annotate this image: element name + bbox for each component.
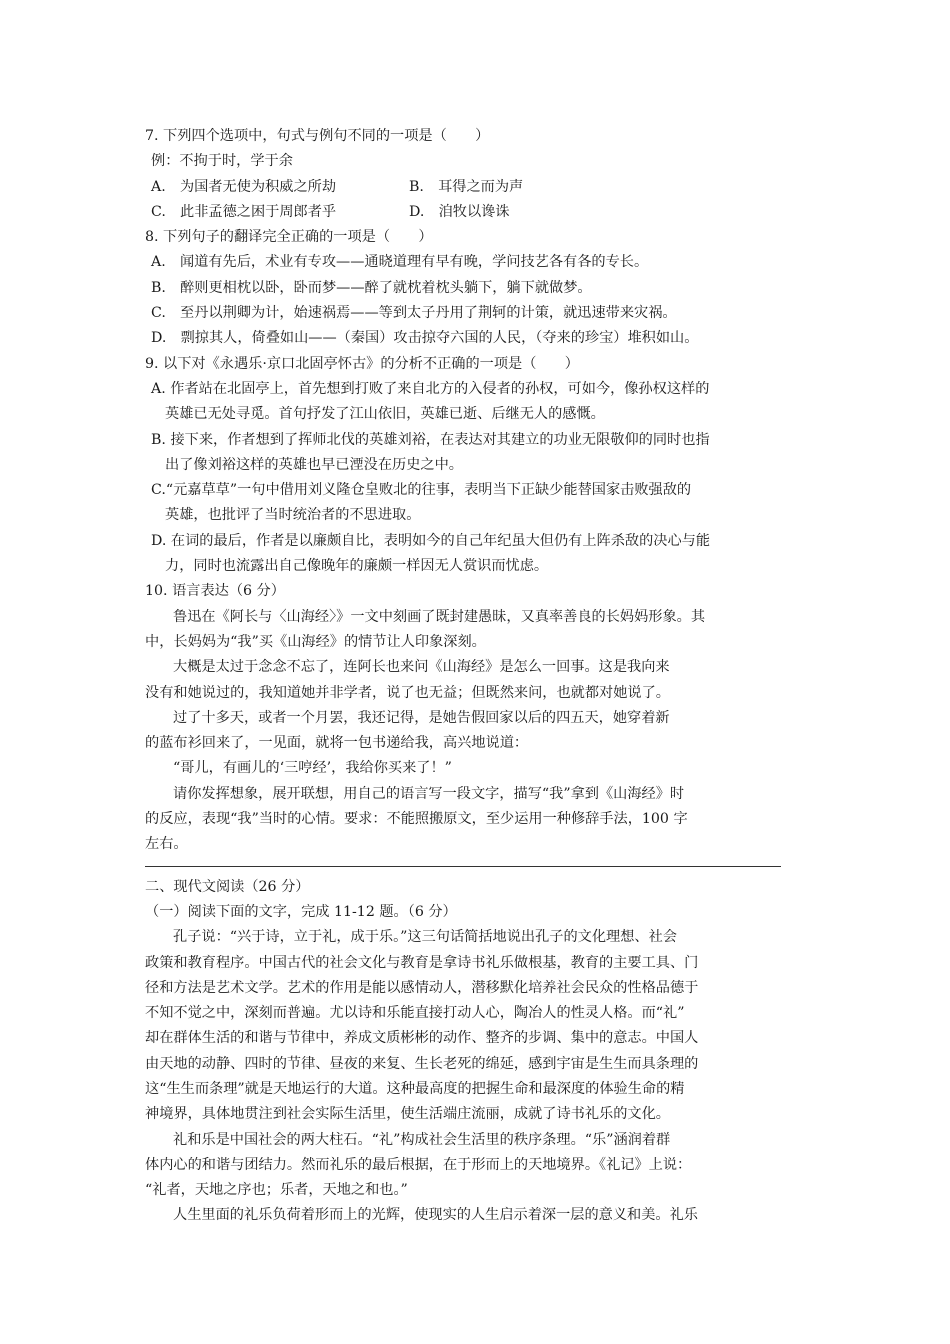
q10-quote-line: 的蓝布衫回来了，一见面，就将一包书递给我，高兴地说道： [145,735,529,752]
q9-option-a-line-1: A. 作者站在北固亭上，首先想到打败了来自北方的入侵者的孙权，可如今，像孙权这样的 [151,380,710,397]
q9-option-a-line-2: 英雄已无处寻觅。首句抒发了江山依旧，英雄已逝、后继无人的感慨。 [165,406,605,423]
passage-line: 却在群体生活的和谐与节律中，养成文质彬彬的动作、整齐的步调、集中的意志。中国人 [145,1030,699,1047]
q9-option-d-line-1: D. 在词的最后，作者是以廉颇自比，表明如今的自己年纪虽大但仍有上阵杀敌的决心与能 [151,532,711,549]
q8-stem: 8. 下列句子的翻译完全正确的一项是（ ） [145,229,433,246]
q10-stem: 10. 语言表达（6 分） [145,583,285,600]
q9-option-b-line-2: 出了像刘裕这样的英雄也早已湮没在历史之中。 [165,456,463,473]
q8-option-c: C. 至丹以荆卿为计，始速祸焉——等到太子丹用了荆轲的计策，就迅速带来灾祸。 [151,305,677,322]
q10-task-line: 请你发挥想象，展开联想，用自己的语言写一段文字，描写“我”拿到《山海经》时 [173,785,685,802]
q7-option-a: A. 为国者无使为积威之所劫 [151,178,337,195]
q7-options-row-2 [145,200,810,225]
section2-subtitle: （一）阅读下面的文字，完成 11-12 题。（6 分） [145,903,457,920]
q8-option-a: A. 闻道有先后，术业有专攻——通晓道理有早有晚，学问技艺各有各的专长。 [151,254,649,271]
q10-quote-line: 过了十多天，或者一个月罢，我还记得，是她告假回家以后的四五天，她穿着新 [173,709,670,726]
passage-line: 径和方法是艺术文学。艺术的作用是能以感情动人，潜移默化培养社会民众的性格品德于 [145,979,699,996]
q9-option-b-line-1: B. 接下来，作者想到了挥师北伐的英雄刘裕，在表达对其建立的功业无限敬仰的同时也指 [151,431,710,448]
passage-line: 礼和乐是中国社会的两大柱石。“礼”构成社会生活里的秩序条理。“乐”涵润着群 [173,1131,671,1148]
passage-line: 人生里面的礼乐负荷着形而上的光辉，使现实的人生启示着深一层的意义和美。礼乐 [173,1207,698,1224]
q9-option-c-line-1: C.“元嘉草草”一句中借用刘义隆仓皇败北的往事，表明当下正缺少能替国家击败强敌的 [151,482,692,499]
passage-line: 体内心的和谐与团结力。然而礼乐的最后根据，在于形而上的天地境界。《礼记》上说： [145,1156,692,1173]
q7-option-d: D. 洎牧以谗诛 [409,203,510,220]
passage-line: 不知不觉之中，深刻而普遍。尤以诗和乐能直接打动人心，陶冶人的性灵人格。而“礼” [145,1005,685,1022]
passage-line: 神境界，具体地贯注到社会实际生活里，使生活端庄流丽，成就了诗书礼乐的文化。 [145,1106,670,1123]
q9-option-c-line-2: 英雄，也批评了当时统治者的不思进取。 [165,507,421,524]
answer-line[interactable] [145,866,781,867]
q9-stem: 9. 以下对《永遇乐·京口北固亭怀古》的分析不正确的一项是（ ） [145,355,579,372]
q10-task-line: 左右。 [145,836,188,853]
q7-stem: 7. 下列四个选项中，句式与例句不同的一项是（ ） [145,128,490,144]
section2-title: 二、现代文阅读（26 分） [145,878,310,895]
q8-option-d: D. 剽掠其人，倚叠如山——（秦国）攻击掠夺六国的人民，（夺来的珍宝）堆积如山。 [151,330,699,347]
q7-option-b: B. 耳得之而为声 [409,178,524,195]
q10-text-line: 中，长妈妈为“我”买《山海经》的情节让人印象深刻。 [145,633,486,650]
passage-line: 这“生生而条理”就是天地运行的大道。这种最高度的把握生命和最深度的体验生命的精 [145,1080,685,1097]
q8-option-b: B. 醉则更相枕以卧，卧而梦——醉了就枕着枕头躺下，躺下就做梦。 [151,279,592,296]
q10-quote-line: 大概是太过于念念不忘了，连阿长也来问《山海经》是怎么一回事。这是我向来 [173,659,670,676]
q7-example: 例：不拘于时，学于余 [151,153,293,170]
q10-quote-line: 没有和她说过的，我知道她并非学者，说了也无益；但既然来问，也就都对她说了。 [145,684,670,701]
passage-line: 由天地的动静、四时的节律、昼夜的来复、生长老死的绵延，感到宇宙是生生而具条理的 [145,1055,699,1072]
q7-options-row-1 [145,175,810,200]
q9-option-d-line-2: 力，同时也流露出自己像晚年的廉颇一样因无人赏识而忧虑。 [165,558,549,575]
q10-text-line: 鲁迅在《阿长与〈山海经〉》一文中刻画了既封建愚昧，又真率善良的长妈妈形象。其 [173,608,706,625]
passage-line: 孔子说：“兴于诗，立于礼，成于乐。”这三句话简括地说出孔子的文化理想、社会 [173,929,677,946]
q7-option-c: C. 此非孟德之困于周郎者乎 [151,203,337,220]
q10-quote-line: “哥儿，有画儿的‘三哼经’，我给你买来了！” [173,760,452,777]
exam-page [145,124,810,1229]
passage-line: “礼者，天地之序也；乐者，天地之和也。” [145,1182,408,1199]
passage-line: 政策和教育程序。中国古代的社会文化与教育是拿诗书礼乐做根基，教育的主要工具、门 [145,954,699,971]
q10-task-line: 的反应，表现“我”当时的心情。要求：不能照搬原文，至少运用一种修辞手法，100 字 [145,811,688,828]
